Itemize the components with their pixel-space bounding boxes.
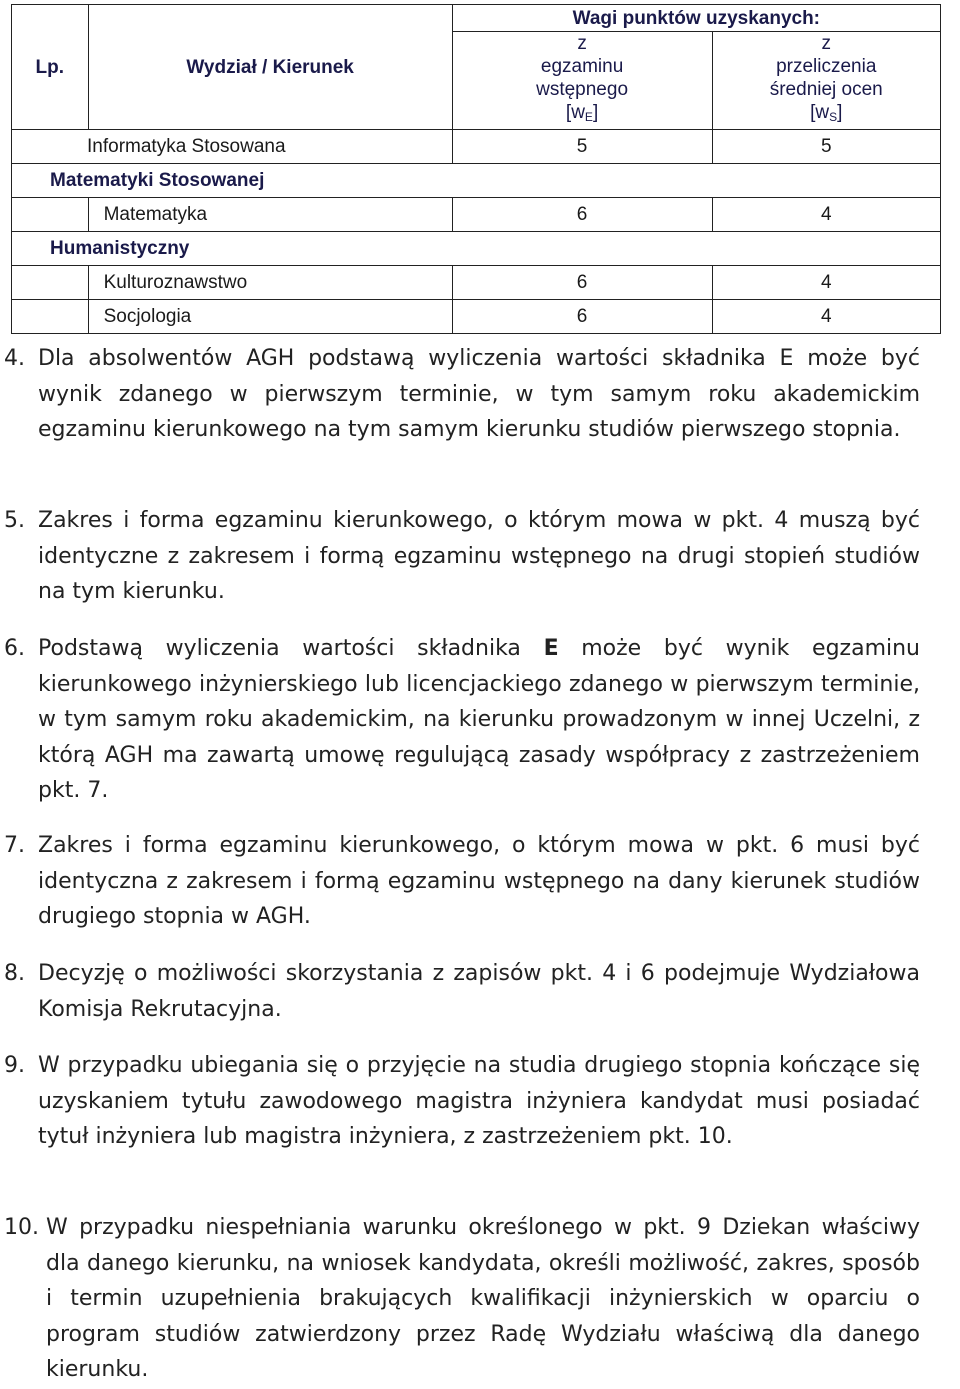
paragraph-10 xyxy=(0,1210,920,1388)
average-weight: 5 xyxy=(712,130,941,164)
header-weights-title: Wagi punktów uzyskanych: xyxy=(452,5,940,32)
table-row xyxy=(12,198,941,232)
header-average-grade xyxy=(712,32,941,130)
paragraph-7 xyxy=(0,828,920,935)
entrance-weight: 6 xyxy=(452,300,712,334)
header-lp: Lp. xyxy=(12,5,89,130)
entrance-weight: 6 xyxy=(452,198,712,232)
header-entrance-label-2: wstępnego xyxy=(536,79,629,100)
lp-cell xyxy=(12,300,89,334)
field-name: Matematyka xyxy=(88,198,452,232)
table-row xyxy=(12,130,941,164)
lp-cell xyxy=(12,266,89,300)
paragraph-text: W przypadku niespełniania warunku określonego w pkt. 9 Dziekan właściwy dla danego kierunku, na wniosek kandydata, określi możliwość, zakres, sposób i termin uzupełnienia brakujących kwalifikacji inżynierskich w oparciu o program studiów zatwierdzony przez Radę Wydziału właściwą dla danego kierunku. xyxy=(46,1215,920,1382)
paragraph-text: Dla absolwentów AGH podstawą wyliczenia wartości składnika E może być wynik zdanego w pierwszym terminie, w tym samym roku akademickim egzaminu kierunkowego na tym samym kierunku studiów pierwszego stopnia. xyxy=(38,346,920,442)
paragraph-text: W przypadku ubiegania się o przyjęcie na studia drugiego stopnia kończące się uzyskaniem tytułu zawodowego magistra inżyniera kandydat musi posiadać tytuł inżyniera lub magistra inżyniera, z zastrzeżeniem pkt. 10. xyxy=(38,1053,920,1149)
header-entrance-z: z xyxy=(577,33,587,54)
paragraph-number: 8. xyxy=(4,961,25,986)
paragraph-number: 5. xyxy=(4,508,25,533)
average-weight: 4 xyxy=(712,198,941,232)
table-row xyxy=(12,232,941,266)
paragraph-number: 7. xyxy=(4,833,25,858)
lp-cell xyxy=(12,198,89,232)
department-name: Humanistyczny xyxy=(12,232,941,266)
paragraph-number: 9. xyxy=(4,1053,25,1078)
paragraph-5 xyxy=(0,503,920,610)
entrance-weight: 5 xyxy=(452,130,712,164)
table-row xyxy=(12,266,941,300)
paragraph-text: Decyzję o możliwości skorzystania z zapisów pkt. 4 i 6 podejmuje Wydziałowa Komisja Rekrutacyjna. xyxy=(38,961,920,1022)
header-entrance-exam xyxy=(452,32,712,130)
average-weight: 4 xyxy=(712,266,941,300)
paragraph-number: 4. xyxy=(4,346,25,371)
average-weight: 4 xyxy=(712,300,941,334)
paragraph-8 xyxy=(0,956,920,1027)
paragraph-4 xyxy=(0,341,920,448)
paragraph-text: Podstawą wyliczenia wartości składnika E może być wynik egzaminu kierunkowego inżynierskiego lub licencjackiego zdanego w pierwszym terminie, w tym samym roku akademickim, na kierunku prowadzonym w innej Uczelni, z którą AGH ma zawartą umowę regulującą zasady współpracy z zastrzeżeniem pkt. 7. xyxy=(38,636,920,803)
table-header-row xyxy=(12,5,941,32)
header-average-symbol: $[w_S]$ xyxy=(810,102,843,124)
table-row xyxy=(12,300,941,334)
department-name: Matematyki Stosowanej xyxy=(12,164,941,198)
component-e: E xyxy=(543,636,559,661)
header-entrance-symbol: $[w_E]$ xyxy=(565,102,599,124)
entrance-weight: 6 xyxy=(452,266,712,300)
header-entrance-label-1: egzaminu xyxy=(540,56,624,77)
header-average-label-2: średniej ocen xyxy=(769,79,883,100)
paragraph-number: 10. xyxy=(4,1215,39,1240)
paragraph-6 xyxy=(0,631,920,809)
field-name: Kulturoznawstwo xyxy=(88,266,452,300)
header-department: Wydział / Kierunek xyxy=(88,5,452,130)
paragraph-9 xyxy=(0,1048,920,1155)
field-name: Informatyka Stosowana xyxy=(12,130,453,164)
weights-table xyxy=(11,4,941,334)
table-row xyxy=(12,164,941,198)
field-name: Socjologia xyxy=(88,300,452,334)
header-average-label-1: przeliczenia xyxy=(776,56,877,77)
header-average-z: z xyxy=(821,33,831,54)
paragraph-text: Zakres i forma egzaminu kierunkowego, o którym mowa w pkt. 4 muszą być identyczne z zakresem i formą egzaminu wstępnego na drugi stopień studiów na tym kierunku. xyxy=(38,508,920,604)
paragraph-text: Zakres i forma egzaminu kierunkowego, o którym mowa w pkt. 6 musi być identyczna z zakresem i formą egzaminu wstępnego na dany kierunek studiów drugiego stopnia w AGH. xyxy=(38,833,920,929)
paragraph-number: 6. xyxy=(4,636,25,661)
